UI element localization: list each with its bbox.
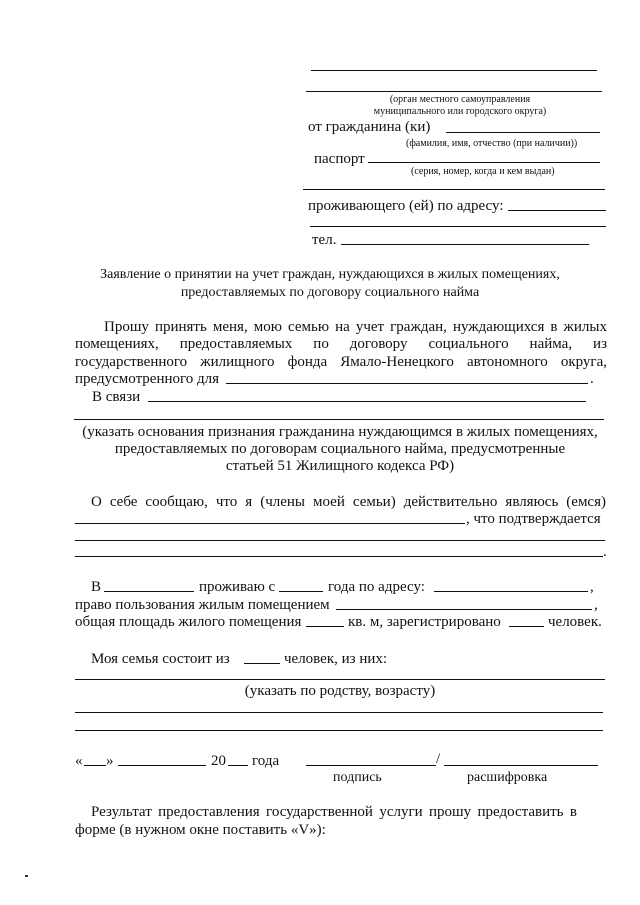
document-title-line-2: предоставляемых по договору социального найма <box>180 285 480 300</box>
self-info-line[interactable] <box>75 523 465 524</box>
area-line[interactable] <box>306 626 344 627</box>
signature-decoding-line[interactable] <box>444 765 598 766</box>
request-line-1: Прошу принять меня, мою семью на учет граждан, нуждающихся в жилых <box>104 319 607 335</box>
self-info-dot: . <box>603 544 607 560</box>
fio-caption: (фамилия, имя, отчество (при наличии)) <box>406 138 578 149</box>
sqm-registered-label: кв. м, зарегистрировано <box>348 614 501 630</box>
organ-line-1[interactable] <box>311 70 597 71</box>
request-line-3: государственного жилищного фонда Ямало-Ненецкого автономного округа, <box>75 354 607 370</box>
persons-label: человек. <box>548 614 602 630</box>
basis-caption-line-2: предоставляемых по договорам социального найма, предусмотренные <box>114 441 566 457</box>
request-line-2: помещениях, предоставляемых по договору социального найма, из <box>75 336 607 352</box>
intended-for-line[interactable] <box>226 383 588 384</box>
family-consists-label: Моя семья состоит из <box>91 651 230 667</box>
address-line-1[interactable] <box>508 210 606 211</box>
in-connection-line[interactable] <box>148 401 586 402</box>
result-line-2: форме (в нужном окне поставить «V»): <box>75 822 326 838</box>
signature-caption: подпись <box>333 770 382 785</box>
basis-caption-line-1: (указать основания признания гражданина нуждающимся в жилых помещениях, <box>82 424 598 440</box>
registered-count-line[interactable] <box>509 626 544 627</box>
residence-place-line[interactable] <box>104 591 194 592</box>
request-line-4-dot: . <box>590 371 594 387</box>
date-quote-open: « <box>75 753 83 769</box>
year-at-label: года по адресу: <box>328 579 425 595</box>
self-info-line-1: О себе сообщаю, что я (члены моей семьи) действительно являюсь (емся) <box>91 494 606 510</box>
family-members-line-1[interactable] <box>75 679 605 680</box>
passport-caption: (серия, номер, когда и кем выдан) <box>411 166 555 177</box>
family-caption: (указать по родству, возрасту) <box>244 683 436 699</box>
date-year-prefix: 20 <box>211 753 226 769</box>
confirmation-line-2[interactable] <box>75 556 603 557</box>
scan-speck <box>25 875 28 877</box>
family-count-line[interactable] <box>244 663 280 664</box>
in-connection-label: В связи <box>92 389 141 405</box>
date-month-line[interactable] <box>118 765 206 766</box>
people-of-them-label: человек, из них: <box>284 651 388 667</box>
total-area-label: общая площадь жилого помещения <box>75 614 302 630</box>
basis-caption-line-3: статьей 51 Жилищного кодекса РФ) <box>225 458 455 474</box>
from-citizen-label: от гражданина (ки) <box>308 119 431 135</box>
organ-caption-2: муниципального или городского округа) <box>373 106 547 117</box>
family-members-line-2[interactable] <box>75 712 603 713</box>
passport-label: паспорт <box>314 151 365 167</box>
passport-line[interactable] <box>368 162 600 163</box>
passport-line-2[interactable] <box>303 189 605 190</box>
confirmed-label: , что подтверждается <box>466 511 601 527</box>
signature-slash: / <box>436 751 441 767</box>
phone-line[interactable] <box>341 244 589 245</box>
date-day-line[interactable] <box>84 765 106 766</box>
phone-label: тел. <box>312 232 337 248</box>
date-year-line[interactable] <box>228 765 248 766</box>
address-line-2[interactable] <box>310 226 606 227</box>
fio-line[interactable] <box>446 132 600 133</box>
residence-address-line[interactable] <box>434 591 588 592</box>
result-line-1: Результат предоставления государственной услуги прошу предоставить в <box>91 804 577 820</box>
basis-line[interactable] <box>74 419 604 420</box>
date-quote-close: » <box>106 753 114 769</box>
decoding-caption: расшифровка <box>467 770 548 785</box>
residence-comma-1: , <box>590 579 594 595</box>
residence-in-label: В <box>91 579 102 595</box>
living-since-label: проживаю с <box>199 579 276 595</box>
right-of-use-line[interactable] <box>336 609 592 610</box>
date-year-word: года <box>252 753 280 769</box>
residence-comma-2: , <box>594 597 598 613</box>
organ-caption-1: (орган местного самоуправления <box>389 94 531 105</box>
living-since-line[interactable] <box>279 591 323 592</box>
residing-label: проживающего (ей) по адресу: <box>308 198 504 214</box>
document-title-line-1: Заявление о принятии на учет граждан, нуждающихся в жилых помещениях, <box>100 267 560 282</box>
request-line-4: предусмотренного для <box>75 371 220 387</box>
confirmation-line-1[interactable] <box>75 540 605 541</box>
organ-line-2[interactable] <box>306 91 602 92</box>
signature-line[interactable] <box>306 765 436 766</box>
family-members-line-3[interactable] <box>75 730 603 731</box>
right-of-use-label: право пользования жилым помещением <box>75 597 330 613</box>
